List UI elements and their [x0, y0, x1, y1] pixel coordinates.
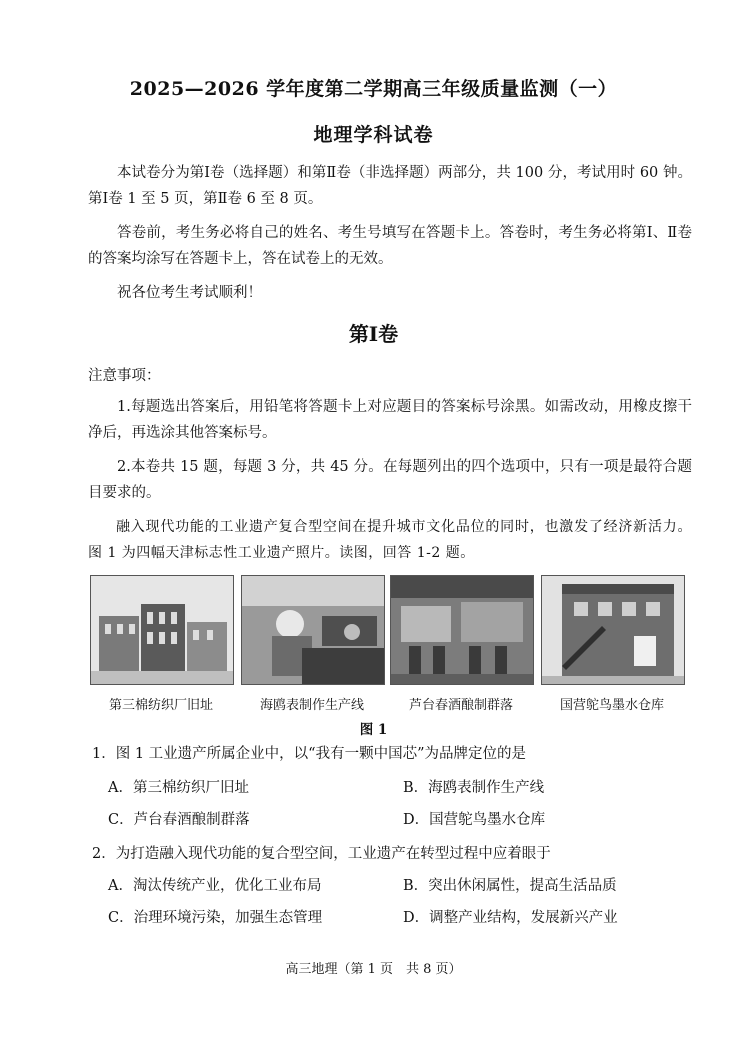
figure-captions — [90, 694, 700, 712]
caption-cotton-mill: 第三棉纺织厂旧址 — [108, 698, 213, 713]
section-title: 第Ⅰ卷 — [348, 322, 399, 346]
figure-label: 图 1 — [359, 722, 388, 738]
page-footer: 高三地理（第 1 页 共 8 页） — [285, 962, 462, 977]
question-1-option-b: B．海鸥表制作生产线 — [403, 780, 545, 796]
caption-liquor-brewery: 芦台春酒酿制群落 — [408, 698, 513, 713]
figure-photos — [90, 575, 690, 685]
exam-subtitle: 地理学科试卷 — [313, 124, 434, 146]
caption-watch-line: 海鸥表制作生产线 — [259, 698, 364, 713]
notice-item: 1.每题选出答案后，用铅笔将答题卡上对应题目的答案标号涂黑。如需改动，用橡皮擦干净后，再选涂其他答案标号。 — [88, 399, 692, 441]
notice-heading: 注意事项： — [88, 368, 161, 384]
photo-watch-line — [241, 575, 385, 685]
question-1-option-a: A．第三棉纺织厂旧址 — [108, 780, 249, 796]
notice-item: 2.本卷共 15 题，每题 3 分，共 45 分。在每题列出的四个选项中，只有一项是最符合题目要求的。 — [88, 459, 692, 501]
question-2-option-a: A．淘汰传统产业，优化工业布局 — [108, 878, 322, 894]
photo-ink-warehouse — [541, 575, 685, 685]
material-text: 融入现代功能的工业遗产复合型空间在提升城市文化品位的同时，也激发了经济新活力。图 1 为四幅天津标志性工业遗产照片。读图，回答 1-2 题。 — [88, 519, 692, 561]
question-2-option-d: D．调整产业结构，发展新兴产业 — [403, 910, 618, 926]
question-2-option-b: B．突出休闲属性，提高生活品质 — [403, 878, 617, 894]
intro-paragraph: 答卷前，考生务必将自己的姓名、考生号填写在答题卡上。答卷时，考生务必将第Ⅰ、Ⅱ卷的答案均涂写在答题卡上，答在试卷上的无效。 — [88, 225, 692, 267]
intro-paragraph: 本试卷分为第Ⅰ卷（选择题）和第Ⅱ卷（非选择题）两部分，共 100 分，考试用时 60 钟。第Ⅰ卷 1 至 5 页，第Ⅱ卷 6 至 8 页。 — [88, 165, 692, 207]
intro-paragraph: 祝各位考生考试顺利！ — [117, 285, 262, 301]
exam-title: 2025—2026 学年度第二学期高三年级质量监测（一） — [129, 78, 618, 100]
photo-cotton-mill — [90, 575, 234, 685]
question-2-stem: 2．为打造融入现代功能的复合型空间，工业遗产在转型过程中应着眼于 — [92, 846, 551, 862]
photo-liquor-brewery — [390, 575, 534, 685]
question-1-stem: 1．图 1 工业遗产所属企业中，以“我有一颗中国芯”为品牌定位的是 — [92, 746, 526, 762]
question-2-option-c: C．治理环境污染，加强生态管理 — [108, 910, 323, 926]
caption-ink-warehouse: 国营鸵鸟墨水仓库 — [559, 698, 664, 713]
question-1-option-c: C．芦台春酒酿制群落 — [108, 812, 250, 828]
question-1-option-d: D．国营鸵鸟墨水仓库 — [403, 812, 546, 828]
